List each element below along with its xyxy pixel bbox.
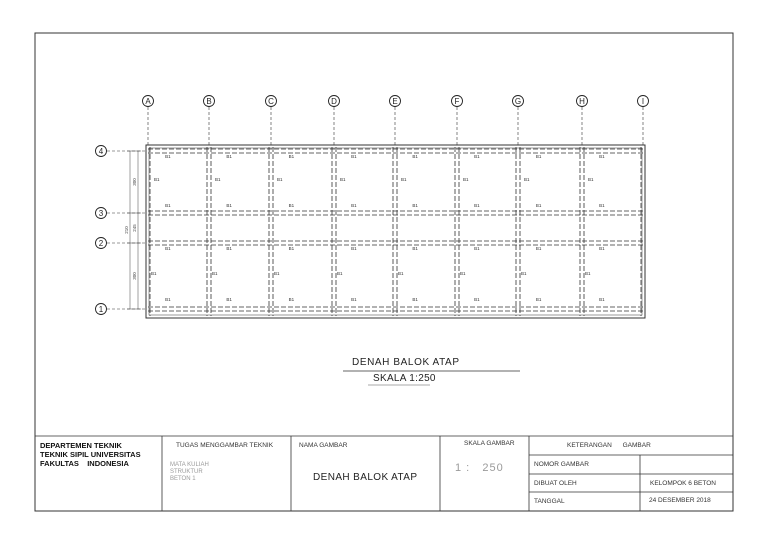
beam-label: B1 <box>351 297 357 302</box>
beam-label: B1 <box>412 246 418 251</box>
beam-label: B1 <box>337 271 343 276</box>
beam-label: B1 <box>474 246 480 251</box>
beam-label: B1 <box>340 177 346 182</box>
beam-label: B1 <box>599 297 605 302</box>
beam-label: B1 <box>165 203 171 208</box>
beam-label: B1 <box>599 154 605 159</box>
beam-label: B1 <box>226 203 232 208</box>
drawing-scale: SKALA 1:250 <box>373 373 436 384</box>
beam-label: B1 <box>524 177 530 182</box>
beam-label: B1 <box>588 177 594 182</box>
beam-label: B1 <box>474 154 480 159</box>
beam-label: B1 <box>460 271 466 276</box>
department-line-3: FAKULTAS INDONESIA <box>40 459 129 468</box>
plan-outline <box>146 145 645 318</box>
beam-label: B1 <box>165 297 171 302</box>
grid-label-row: 4 <box>98 147 104 156</box>
beam-label: B1 <box>463 177 469 182</box>
beam-label: B1 <box>226 297 232 302</box>
grid-label-col: C <box>268 97 274 106</box>
beam-label: B1 <box>165 154 171 159</box>
beam-label: B1 <box>212 271 218 276</box>
beam-label: B1 <box>412 297 418 302</box>
plan-inner-outline <box>149 148 642 315</box>
beam-label: B1 <box>288 297 295 302</box>
made-by-value: KELOMPOK 6 BETON <box>650 480 716 487</box>
drawing-title: DENAH BALOK ATAP <box>352 357 460 368</box>
grid-label-col: B <box>206 97 212 106</box>
remarks-header: KETERANGAN GAMBAR <box>567 442 651 449</box>
beam-label: B1 <box>288 246 295 251</box>
department-line-2: TEKNIK SIPIL UNIVERSITAS <box>40 450 141 459</box>
beam-label: B1 <box>274 271 280 276</box>
date-label: TANGGAL <box>534 498 565 505</box>
beam-label: B1 <box>474 297 480 302</box>
beam-label: B1 <box>154 177 160 182</box>
dimension-label: 300 <box>132 272 137 280</box>
drawing-number-label: NOMOR GAMBAR <box>534 461 589 468</box>
department-line-1: DEPARTEMEN TEKNIK <box>40 441 122 450</box>
dimension-label: 300 <box>132 178 137 186</box>
name-header: NAMA GAMBAR <box>299 442 348 449</box>
beam-label: B1 <box>351 246 357 251</box>
grid-label-col: A <box>145 97 151 106</box>
course-line-2: STRUKTUR <box>170 469 203 475</box>
beam-label: B1 <box>277 177 283 182</box>
dimension-label: 210 <box>124 226 129 234</box>
beam-label: B1 <box>535 203 542 208</box>
beam-label: B1 <box>412 154 418 159</box>
beam-label: B1 <box>535 154 542 159</box>
beam-label: B1 <box>288 154 295 159</box>
beam-label: B1 <box>226 246 232 251</box>
grid-label-col: E <box>392 97 398 106</box>
beam-label: B1 <box>401 177 407 182</box>
grid-label-row: 1 <box>98 305 104 314</box>
beam-label: B1 <box>398 271 404 276</box>
name-value: DENAH BALOK ATAP <box>313 472 418 483</box>
beam-label: B1 <box>585 271 591 276</box>
grid-label-col: H <box>579 97 585 106</box>
beam-label: B1 <box>599 203 605 208</box>
scale-value: 1 : 250 <box>455 462 504 474</box>
grid-label-row: 2 <box>98 239 104 248</box>
grid-label-col: I <box>641 97 645 106</box>
beam-label: B1 <box>151 271 157 276</box>
beam-label: B1 <box>288 203 295 208</box>
grid-label-col: G <box>514 97 522 106</box>
scale-header: SKALA GAMBAR <box>464 440 515 447</box>
beam-label: B1 <box>351 154 357 159</box>
beam-label: B1 <box>474 203 480 208</box>
beam-label: B1 <box>226 154 232 159</box>
course-line-3: BETON 1 <box>170 476 196 482</box>
grid-label-row: 3 <box>98 209 104 218</box>
grid-label-col: D <box>331 97 337 106</box>
beam-label: B1 <box>215 177 221 182</box>
date-value: 24 DESEMBER 2018 <box>649 497 711 504</box>
beam-label: B1 <box>165 246 171 251</box>
beam-label: B1 <box>535 246 542 251</box>
beam-label: B1 <box>412 203 418 208</box>
sheet-border <box>35 33 733 511</box>
beam-label: B1 <box>521 271 527 276</box>
made-by-label: DIBUAT OLEH <box>534 480 577 487</box>
beam-label: B1 <box>599 246 605 251</box>
grid-label-col: F <box>454 97 460 106</box>
beam-label: B1 <box>351 203 357 208</box>
course-line-1: MATA KULIAH <box>170 462 209 468</box>
roof-beam-plan <box>96 96 649 319</box>
dimension-label: 245 <box>132 224 137 232</box>
task-header: TUGAS MENGGAMBAR TEKNIK <box>176 442 274 449</box>
beam-label: B1 <box>535 297 542 302</box>
